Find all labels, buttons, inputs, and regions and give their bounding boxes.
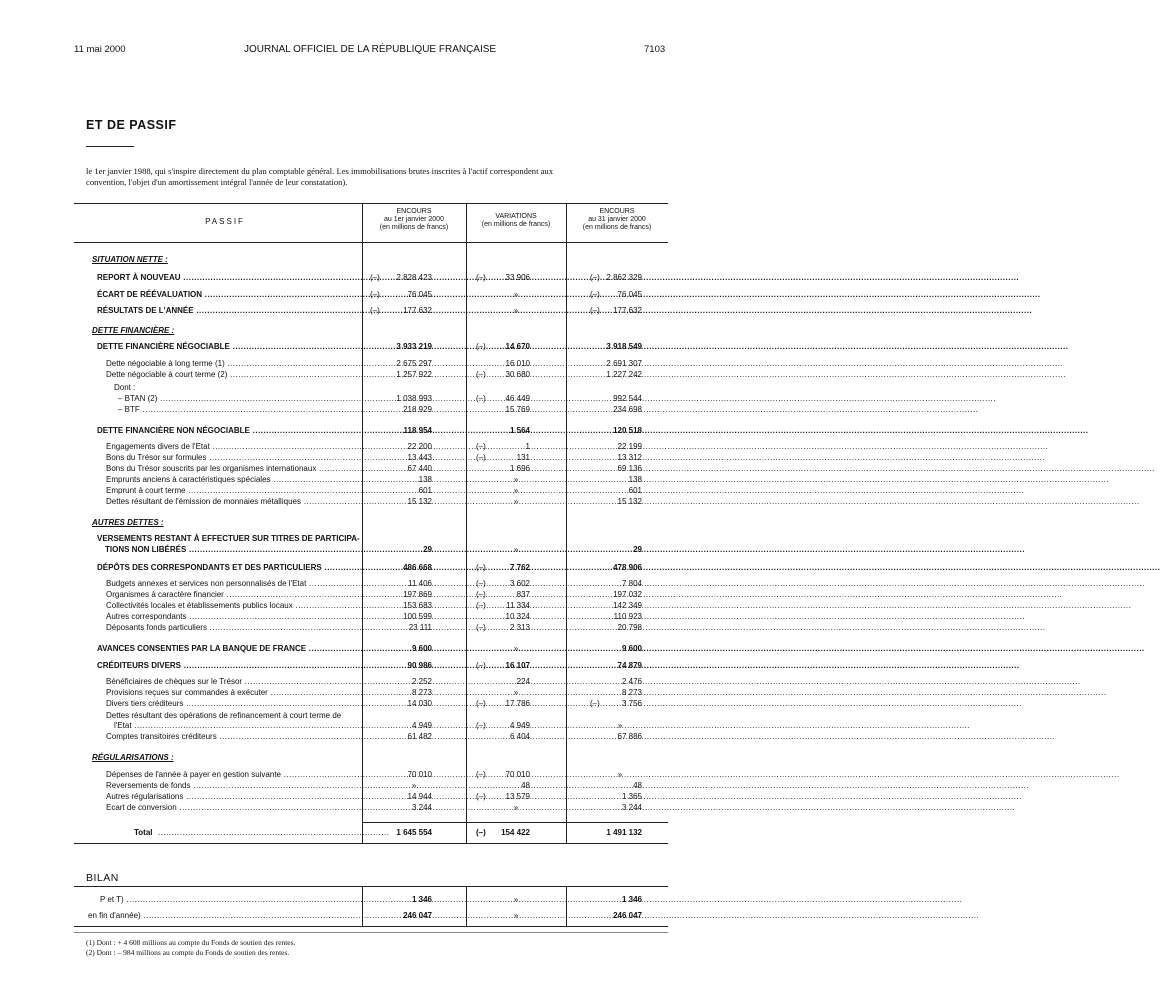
footnote-2: (2) Dont : – 984 millions au compte du Fonds de soutien des rentes. [86, 948, 290, 957]
table-header-border [74, 242, 668, 243]
cell-v3: 2 691 307 [606, 359, 642, 368]
cell-v1: 4 949 [411, 721, 432, 730]
cell-v1: 67 440 [407, 464, 432, 473]
table-row [0, 589, 748, 600]
header-date: 11 mai 2000 [74, 44, 126, 55]
intro-line-2: convention, l'objet d'un amortissement intégral l'année de leur constatation). [86, 177, 348, 187]
cell-v3: 22 199 [617, 442, 642, 451]
row-label: Ecart de conversion ..... [106, 802, 356, 813]
row-label: Budgets annexes et services non personnalisés de l'Etat ..... [106, 578, 356, 589]
table-row [0, 780, 748, 791]
cell-v2: 7 762 [509, 563, 530, 572]
section-heading [0, 517, 748, 528]
row-label: Divers tiers créditeurs ..... [106, 698, 356, 709]
cell-v1: 153 683 [403, 601, 432, 610]
cell-v3: 1 227 242 [606, 370, 642, 379]
row-label: Emprunt à court terme ..... [106, 485, 356, 496]
table-row [0, 393, 748, 404]
cell-v2: 10 324 [505, 612, 530, 621]
cell-v1: 14 944 [407, 792, 432, 801]
bilan-bottom-border [74, 926, 668, 927]
cell-v3: 29 [633, 545, 642, 554]
cell-s1: (–) [370, 306, 380, 315]
cell-v2: 3 602 [509, 579, 530, 588]
total-row: Total ..................................................................................... 1 645 554 (–) 154 422 1 491 132 [134, 828, 642, 837]
cell-v3: 138 [628, 475, 642, 484]
cell-v2: 2 313 [509, 623, 530, 632]
cell-v3: 142 349 [613, 601, 642, 610]
cell-v2: 6 404 [509, 732, 530, 741]
cell-v1: 3 244 [411, 803, 432, 812]
row-label: Bons du Trésor souscrits par les organismes internationaux ..... [106, 463, 356, 474]
column-header-encours-end: ENCOURS au 31 janvier 2000 (en millions de francs) [582, 208, 652, 231]
cell-v3: 7 804 [621, 579, 642, 588]
cell-v3: 2 476 [621, 677, 642, 686]
cell-v2: 17 786 [505, 699, 530, 708]
table-row [0, 791, 748, 802]
cell-v1: 2 252 [411, 677, 432, 686]
cell-c2: » [513, 497, 519, 506]
cell-s3: (–) [590, 273, 600, 282]
cell-v2: 4 949 [509, 721, 530, 730]
cell-v2: 13 579 [505, 792, 530, 801]
row-label: Collectivités locales et établissements publics locaux ..... [106, 600, 356, 611]
cell-v3: 48 [633, 781, 642, 790]
cell-v2: 15 769 [505, 405, 530, 414]
row-label: Autres régularisations ..... [106, 791, 356, 802]
cell-v1: 100 599 [403, 612, 432, 621]
row-label: CRÉDITEURS DIVERS ..... [97, 660, 356, 671]
section-heading [0, 752, 748, 763]
row-label: – BTF ..... [118, 404, 356, 415]
cell-v1: 3 933 219 [396, 342, 432, 351]
bilan-title: BILAN [86, 872, 119, 884]
table-row [0, 720, 748, 731]
table-row [0, 533, 748, 544]
cell-v3: 234 698 [613, 405, 642, 414]
header-page-number: 7103 [644, 44, 666, 55]
cell-v1: 9 600 [411, 644, 432, 653]
cell-s2: (–) [476, 590, 486, 599]
cell-v2: 131 [516, 453, 530, 462]
table-row [0, 544, 748, 555]
column-header-encours-start: ENCOURS au 1er janvier 2000 (en millions de francs) [379, 208, 449, 231]
row-label: Reversements de fonds ..... [106, 780, 356, 791]
cell-s3: (–) [590, 306, 600, 315]
cell-v2: 30 680 [505, 370, 530, 379]
cell-s2: (–) [476, 792, 486, 801]
table-row [0, 660, 748, 671]
row-label: Dette négociable à long terme (1) ..... [106, 358, 356, 369]
footnote-1: (1) Dont : + 4 608 millions au compte du Fonds de soutien des rentes. [86, 938, 296, 947]
table-row [0, 496, 748, 507]
table-row [0, 676, 748, 687]
bilan-top-border [74, 886, 668, 887]
cell-c2: » [513, 290, 519, 299]
cell-v2: 16 107 [505, 661, 530, 670]
row-label: DETTE FINANCIÈRE NON NÉGOCIABLE ..... [97, 425, 356, 436]
table-row [0, 441, 748, 452]
cell-c2: » [513, 475, 519, 484]
page-title: ET DE PASSIF [86, 118, 177, 132]
cell-v2: 16 010 [505, 359, 530, 368]
row-label: Autres correspondants ..... [106, 611, 356, 622]
cell-v3: 197 032 [613, 590, 642, 599]
table-row [0, 731, 748, 742]
cell-v3: 992 544 [613, 394, 642, 403]
table-row [0, 643, 748, 654]
table-row [0, 802, 748, 813]
row-label: SITUATION NETTE : [92, 255, 168, 264]
table-row [0, 463, 748, 474]
row-label: RÉGULARISATIONS : [92, 753, 174, 762]
cell-s2: (–) [476, 661, 486, 670]
section-heading [0, 325, 748, 336]
cell-v1: 8 273 [411, 688, 432, 697]
cell-v2: 46 449 [505, 394, 530, 403]
cell-v3: 110 923 [613, 612, 642, 621]
cell-c2: » [513, 545, 519, 554]
row-label: DETTE FINANCIÈRE : [92, 326, 175, 335]
cell-v3: 8 273 [621, 688, 642, 697]
row-label: AUTRES DETTES : [92, 518, 164, 527]
cell-s2: (–) [476, 273, 486, 282]
table-row [0, 485, 748, 496]
cell-v1: 14 030 [407, 699, 432, 708]
cell-v2: 33 906 [505, 273, 530, 282]
cell-v1: 177 632 [403, 306, 432, 315]
cell-v2: 1 696 [509, 464, 530, 473]
footnote-rule [74, 932, 668, 933]
cell-v1: 15 132 [407, 497, 432, 506]
cell-s2: (–) [476, 770, 486, 779]
cell-v1: 11 406 [408, 579, 432, 588]
cell-v2: 14 670 [505, 342, 530, 351]
row-label: Comptes transitoires créditeurs ..... [106, 731, 356, 742]
table-row [0, 272, 748, 283]
table-row [0, 474, 748, 485]
cell-v1: 1 257 922 [396, 370, 432, 379]
cell-s2: (–) [476, 370, 486, 379]
cell-v3: 13 312 [617, 453, 642, 462]
header-journal: JOURNAL OFFICIEL DE LA RÉPUBLIQUE FRANÇAISE [244, 44, 497, 55]
column-header-passif: PASSIF [205, 217, 245, 226]
cell-v3: 76 045 [617, 290, 642, 299]
cell-s2: (–) [476, 721, 486, 730]
row-label: Organismes à caractère financier ..... [106, 589, 356, 600]
table-row [0, 622, 748, 633]
row-label: REPORT À NOUVEAU ..... [97, 272, 356, 283]
cell-c2: » [513, 803, 519, 812]
total-rule [362, 822, 668, 823]
cell-s2: (–) [476, 579, 486, 588]
cell-c3: » [617, 721, 623, 730]
table-bottom-border [74, 843, 668, 844]
row-label: RÉSULTATS DE L'ANNÉE ..... [97, 305, 356, 316]
cell-v1: 2 828 423 [396, 273, 432, 282]
cell-v3: 120 518 [613, 426, 642, 435]
cell-v1: 486 668 [403, 563, 432, 572]
cell-v1: 2 675 297 [396, 359, 432, 368]
row-label: Dettes résultant des opérations de refinancement à court terme de [106, 711, 342, 720]
row-label: Bénéficiaires de chèques sur le Trésor ..... [106, 676, 356, 687]
row-label: Engagements divers de l'Etat ..... [106, 441, 356, 452]
cell-v3: 69 136 [617, 464, 642, 473]
row-label: TIONS NON LIBÉRÉS ..... [105, 544, 356, 555]
cell-v1: 29 [423, 545, 432, 554]
cell-s1: (–) [370, 273, 380, 282]
table-row [0, 600, 748, 611]
cell-v2: 1 [525, 442, 530, 451]
row-label: DÉPÔTS DES CORRESPONDANTS ET DES PARTICULIERS ..... [97, 562, 356, 573]
bilan-row: en fin d'année) ..... 246 047 » 246 047 [0, 910, 748, 921]
cell-s2: (–) [476, 601, 486, 610]
cell-v3: 601 [628, 486, 642, 495]
table-row [0, 611, 748, 622]
row-label: Déposants fonds particuliers ..... [106, 622, 356, 633]
cell-s2: (–) [476, 394, 486, 403]
cell-v1: 601 [418, 486, 432, 495]
row-label: Bons du Trésor sur formules ..... [106, 452, 356, 463]
row-label: DETTE FINANCIÈRE NÉGOCIABLE ..... [97, 341, 356, 352]
row-label: Dont : [114, 383, 136, 392]
cell-v1: 13 443 [407, 453, 432, 462]
row-label: Dépenses de l'année à payer en gestion suivante ..... [106, 769, 356, 780]
cell-v3: 15 132 [617, 497, 642, 506]
table-row [0, 769, 748, 780]
cell-v2: 224 [516, 677, 530, 686]
cell-v3: 20 798 [617, 623, 642, 632]
cell-v1: 197 869 [403, 590, 432, 599]
cell-v3: 3 918 549 [606, 342, 642, 351]
cell-v1: 218 929 [403, 405, 432, 414]
cell-v2: 1 564 [509, 426, 530, 435]
cell-v3: 2 862 329 [606, 273, 642, 282]
cell-v1: 70 010 [407, 770, 432, 779]
table-row [0, 382, 748, 393]
row-label: Dettes résultant de l'émission de monnaies métalliques ..... [106, 496, 356, 507]
cell-v1: 138 [418, 475, 432, 484]
row-label: AVANCES CONSENTIES PAR LA BANQUE DE FRANCE ..... [97, 643, 356, 654]
cell-v3: 1 365 [621, 792, 642, 801]
cell-v1: 61 482 [407, 732, 432, 741]
cell-c2: » [513, 644, 519, 653]
table-top-border [74, 203, 668, 204]
cell-c2: » [513, 486, 519, 495]
cell-v1: 90 986 [407, 661, 432, 670]
row-label: Provisions reçues sur commandes à exécuter ..... [106, 687, 356, 698]
cell-c1: » [411, 781, 417, 790]
column-header-variations: VARIATIONS (en millions de francs) [481, 213, 551, 228]
bilan-row: P et T) ..... 1 346 » 1 346 [0, 894, 748, 905]
table-row [0, 341, 748, 352]
cell-s2: (–) [476, 453, 486, 462]
cell-v2: 48 [521, 781, 530, 790]
cell-v3: 478 906 [613, 563, 642, 572]
cell-s2: (–) [476, 442, 486, 451]
table-row [0, 305, 748, 316]
cell-v3: 74 879 [617, 661, 642, 670]
row-label: – BTAN (2) ..... [118, 393, 356, 404]
table-row [0, 562, 748, 573]
cell-v2: 70 010 [505, 770, 530, 779]
row-label: ÉCART DE RÉÉVALUATION ..... [97, 289, 356, 300]
table-row [0, 452, 748, 463]
section-heading [0, 254, 748, 265]
cell-v1: 22 200 [407, 442, 432, 451]
row-label: VERSEMENTS RESTANT À EFFECTUER SUR TITRES DE PARTICIPA- [97, 534, 360, 543]
intro-line-1: le 1er janvier 1988, qui s'inspire directement du plan comptable général. Les immobilisations brutes inscrites à l'actif correspondent aux [86, 166, 554, 176]
cell-s1: (–) [370, 290, 380, 299]
cell-v3: 3 756 [621, 699, 642, 708]
cell-v3: 9 600 [621, 644, 642, 653]
cell-v3: 177 632 [613, 306, 642, 315]
cell-v2: 11 334 [506, 601, 530, 610]
table-row [0, 578, 748, 589]
table-row [0, 369, 748, 380]
cell-v3: 67 886 [617, 732, 642, 741]
row-label: Emprunts anciens à caractéristiques spéciales ..... [106, 474, 356, 485]
table-row [0, 698, 748, 709]
cell-c2: » [513, 688, 519, 697]
cell-s3: (–) [590, 290, 600, 299]
table-row [0, 404, 748, 415]
cell-s2: (–) [476, 699, 486, 708]
table-row [0, 687, 748, 698]
cell-s2: (–) [476, 563, 486, 572]
cell-v1: 118 954 [403, 426, 432, 435]
row-label: l'Etat ..... [114, 720, 356, 731]
cell-v1: 23 111 [408, 623, 432, 632]
cell-v3: 3 244 [621, 803, 642, 812]
table-row [0, 289, 748, 300]
cell-v2: 837 [516, 590, 530, 599]
table-row [0, 358, 748, 369]
cell-s2: (–) [476, 342, 486, 351]
cell-s2: (–) [476, 623, 486, 632]
cell-v1: 76 045 [407, 290, 432, 299]
cell-s3: (–) [590, 699, 600, 708]
cell-c3: » [617, 770, 623, 779]
title-rule [86, 146, 134, 147]
cell-v1: 1 038 993 [396, 394, 432, 403]
table-row [0, 425, 748, 436]
row-label: Dette négociable à court terme (2) ..... [106, 369, 356, 380]
cell-c2: » [513, 306, 519, 315]
